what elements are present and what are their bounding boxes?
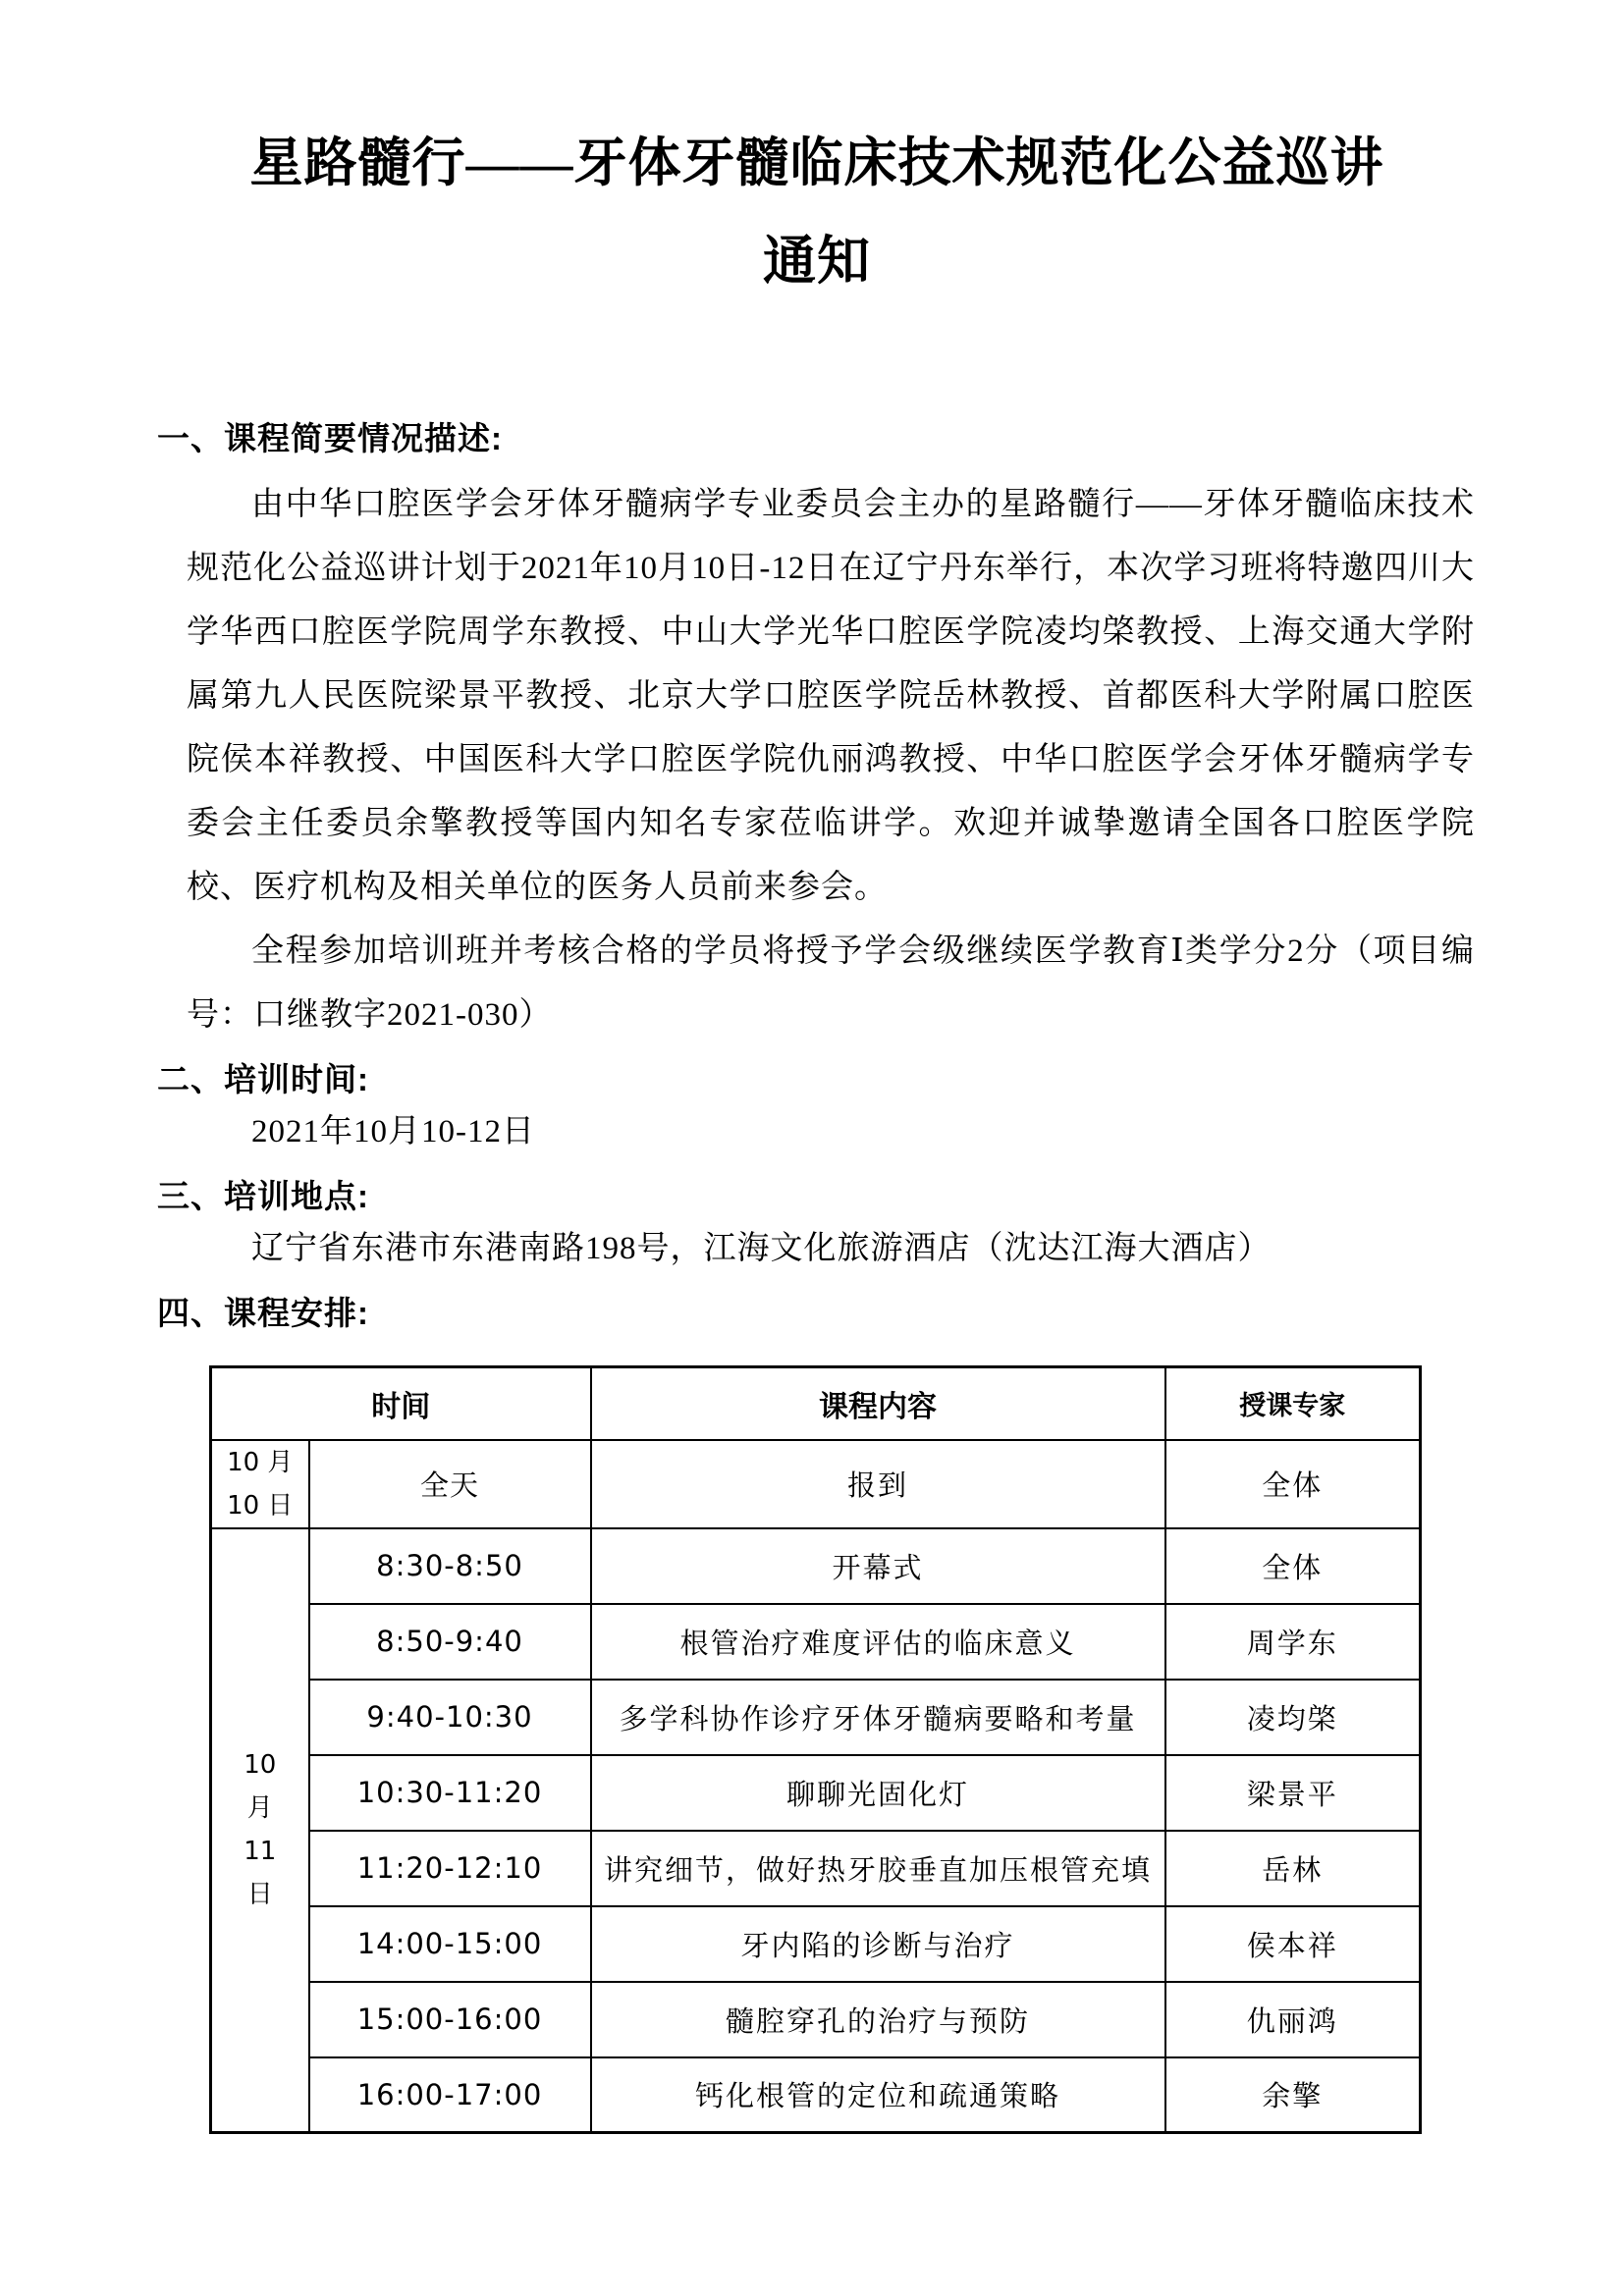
content-cell: 髓腔穿孔的治疗与预防 xyxy=(591,1982,1165,2057)
time-cell: 14:00-15:00 xyxy=(309,1906,591,1982)
speaker-cell: 梁景平 xyxy=(1165,1755,1421,1831)
table-row xyxy=(211,1906,1421,1982)
content-cell: 牙内陷的诊断与治疗 xyxy=(591,1906,1165,1982)
training-time: 2021年10月10-12日 xyxy=(251,1114,535,1149)
schedule-header-row xyxy=(211,1367,1421,1440)
time-cell: 15:00-16:00 xyxy=(309,1982,591,2057)
schedule-table xyxy=(209,1365,1422,2134)
title-line-1: 星路髓行——牙体牙髓临床技术规范化公益巡讲 xyxy=(249,133,1384,192)
content-cell: 多学科协作诊疗牙体牙髓病要略和考量 xyxy=(591,1680,1165,1755)
table-row xyxy=(211,1831,1421,1906)
header-cell-speaker: 授课专家 xyxy=(1165,1367,1421,1440)
table-row xyxy=(211,1440,1421,1528)
date-cell: 10 月 11 日 xyxy=(211,1528,309,2133)
content-cell: 钙化根管的定位和疏通策略 xyxy=(591,2057,1165,2133)
time-cell: 11:20-12:10 xyxy=(309,1831,591,1906)
time-cell: 全天 xyxy=(309,1440,591,1528)
speaker-cell: 余擎 xyxy=(1165,2057,1421,2133)
speaker-cell: 周学东 xyxy=(1165,1604,1421,1680)
speaker-cell: 全体 xyxy=(1165,1440,1421,1528)
date-cell: 10 月 10 日 xyxy=(211,1440,309,1528)
speaker-cell: 全体 xyxy=(1165,1528,1421,1604)
table-row xyxy=(211,1528,1421,1604)
content-cell: 报到 xyxy=(591,1440,1165,1528)
speaker-cell: 侯本祥 xyxy=(1165,1906,1421,1982)
table-row xyxy=(211,2057,1421,2133)
section-heading-3: 三、培训地点: xyxy=(157,1178,369,1214)
section-heading-2: 二、培训时间: xyxy=(157,1061,369,1097)
time-cell: 9:40-10:30 xyxy=(309,1680,591,1755)
title-line-2: 通知 xyxy=(763,232,871,291)
table-row xyxy=(211,1755,1421,1831)
content-cell: 讲究细节，做好热牙胶垂直加压根管充填 xyxy=(591,1831,1165,1906)
time-cell: 10:30-11:20 xyxy=(309,1755,591,1831)
table-row xyxy=(211,1604,1421,1680)
time-cell: 8:50-9:40 xyxy=(309,1604,591,1680)
speaker-cell: 仇丽鸿 xyxy=(1165,1982,1421,2057)
section-heading-4: 四、课程安排: xyxy=(157,1295,369,1331)
document-title xyxy=(157,114,1477,310)
header-cell-content: 课程内容 xyxy=(591,1367,1165,1440)
section-heading-1: 一、课程简要情况描述: xyxy=(157,420,503,456)
section-1-paragraph-2: 全程参加培训班并考核合格的学员将授予学会级继续医学教育Ⅰ类学分2分（项目编号：口继教字2021-030） xyxy=(187,934,1475,1033)
speaker-cell: 凌均棨 xyxy=(1165,1680,1421,1755)
content-cell: 开幕式 xyxy=(591,1528,1165,1604)
content-cell: 根管治疗难度评估的临床意义 xyxy=(591,1604,1165,1680)
content-cell: 聊聊光固化灯 xyxy=(591,1755,1165,1831)
schedule-table-body xyxy=(211,1440,1421,2133)
training-location: 辽宁省东港市东港南路198号，江海文化旅游酒店（沈达江海大酒店） xyxy=(251,1231,1272,1266)
section-1-paragraph-1: 由中华口腔医学会牙体牙髓病学专业委员会主办的星路髓行——牙体牙髓临床技术规范化公益巡讲计划于2021年10月10日-12日在辽宁丹东举行，本次学习班将特邀四川大学华西口腔医学院周学东教授、中山大学光华口腔医学院凌均棨教授、上海交通大学附属第九人民医院梁景平教授、北京大学口腔医学院岳林教授、首都医科大学附属口腔医院侯本祥教授、中国医科大学口腔医学院仇丽鸿教授、中华口腔医学会牙体牙髓病学专委会主任委员余擎教授等国内知名专家莅临讲学。欢迎并诚挚邀请全国各口腔医学院校、医疗机构及相关单位的医务人员前来参会。 xyxy=(187,487,1475,905)
table-row xyxy=(211,1982,1421,2057)
time-cell: 16:00-17:00 xyxy=(309,2057,591,2133)
speaker-cell: 岳林 xyxy=(1165,1831,1421,1906)
header-cell-time: 时间 xyxy=(211,1367,591,1440)
time-cell: 8:30-8:50 xyxy=(309,1528,591,1604)
table-row xyxy=(211,1680,1421,1755)
